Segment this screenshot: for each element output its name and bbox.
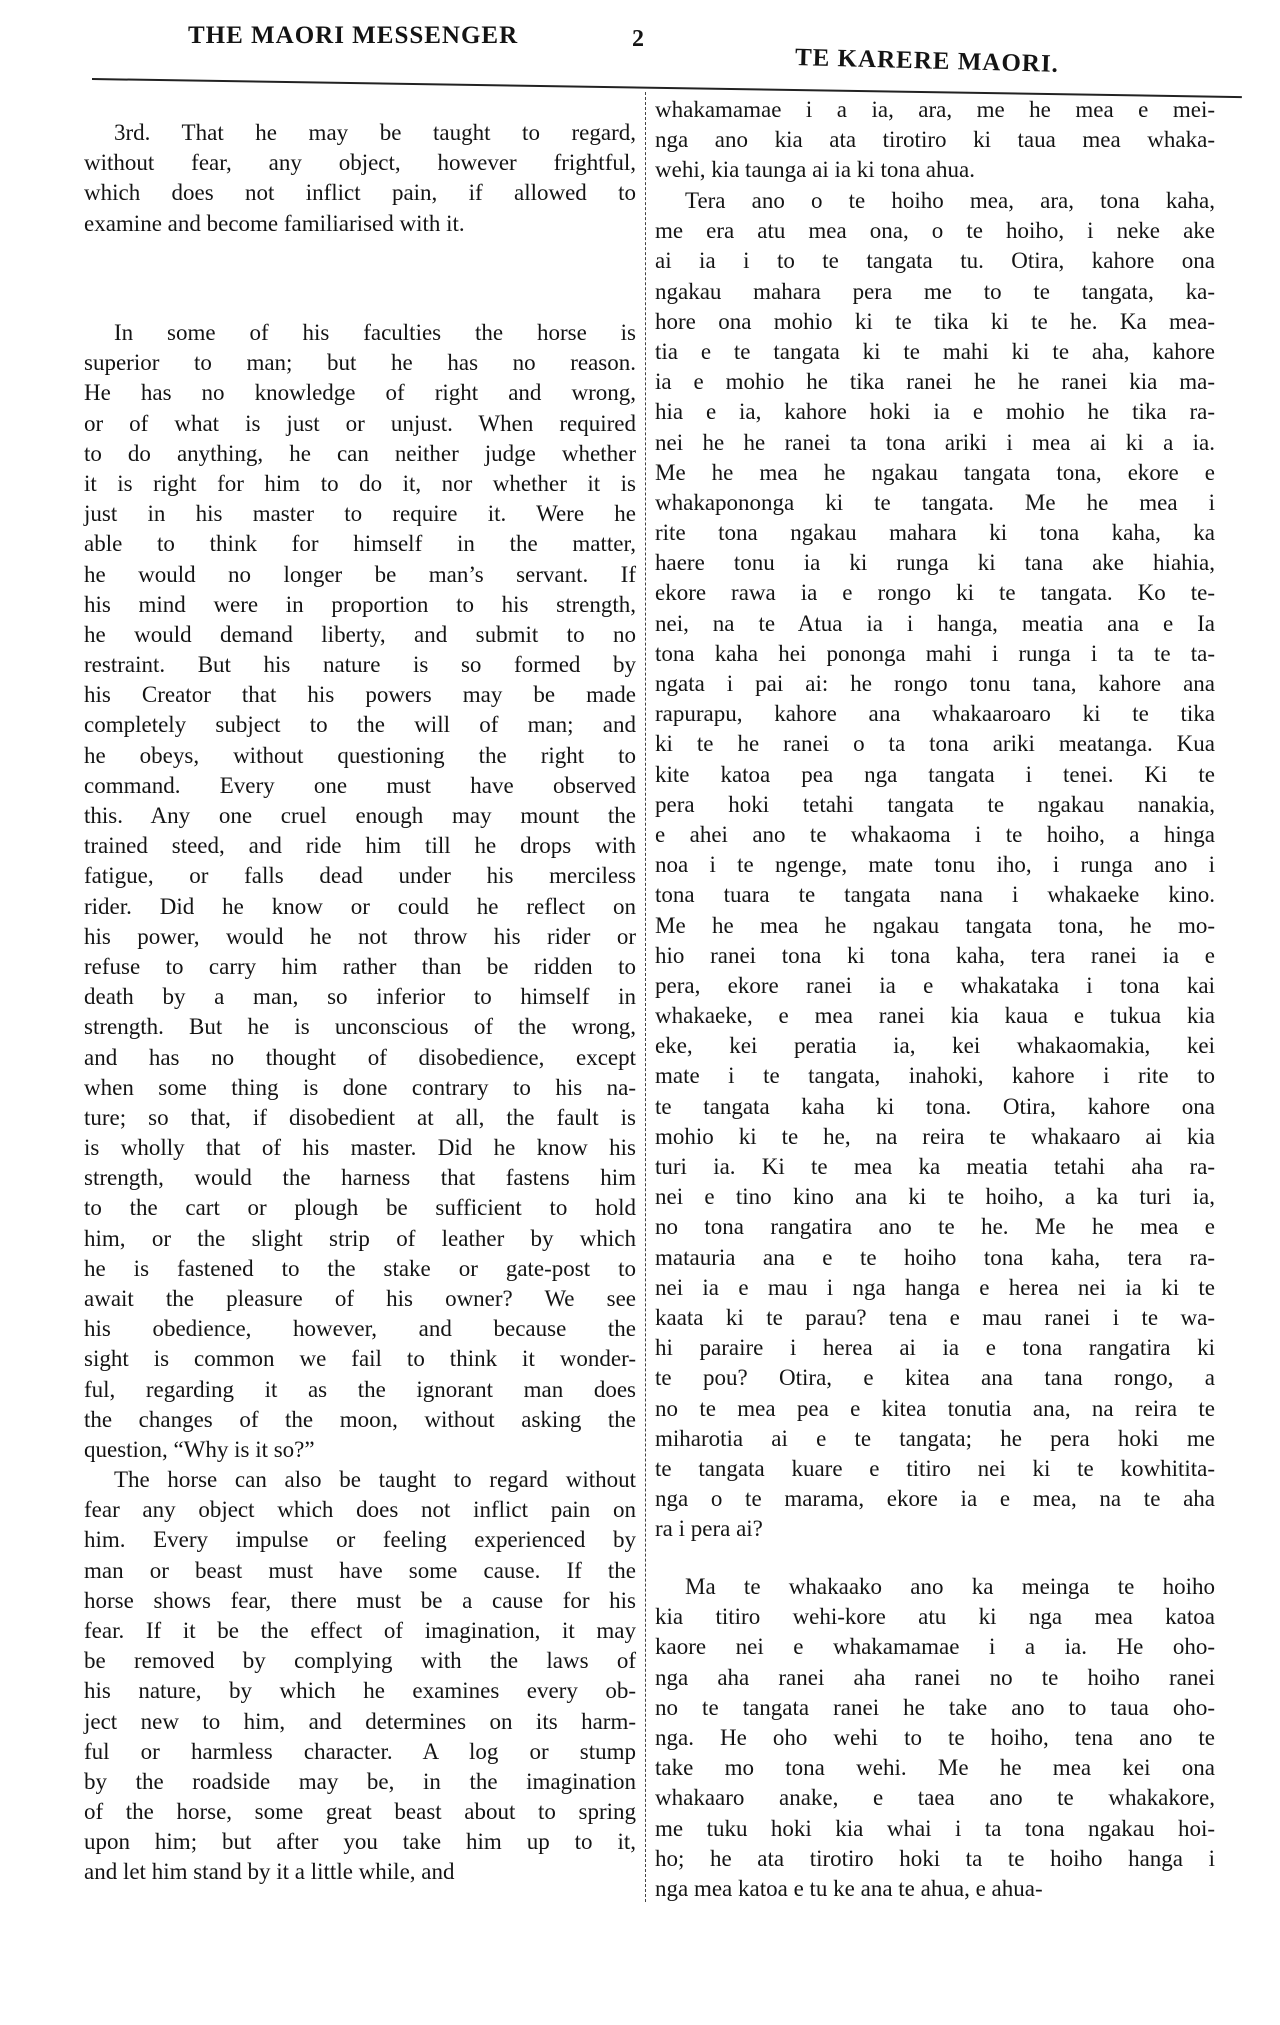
text-line: strength. But he is unconscious of the wrong, (84, 1014, 636, 1040)
text-line: and has no thought of disobedience, except (84, 1044, 636, 1070)
text-line: te pou? Otira, e kitea ana tana rongo, a (655, 1365, 1215, 1391)
text-line: ngakau mahara pera me to te tangata, ka- (655, 278, 1215, 304)
paragraph (84, 318, 636, 1465)
text-line: turi ia. Ki te mea ka meatia tetahi aha ra- (655, 1154, 1215, 1179)
text-line: pera, ekore ranei ia e whakataka i tona kai (655, 972, 1215, 998)
text-line: rapurapu, kahore ana whakaaroaro ki te tika (655, 701, 1215, 727)
text-line: te tangata kaha ki tona. Otira, kahore ona (655, 1093, 1215, 1119)
text-line: command. Every one must have observed (84, 772, 636, 798)
text-line: and let him stand by it a little while, and (84, 1859, 455, 1885)
text-line: ful, regarding it as the ignorant man does (84, 1376, 636, 1402)
text-line: kaore nei e whakamamae i a ia. He oho- (655, 1634, 1215, 1660)
text-line: horse shows fear, there must be a cause for his (84, 1587, 636, 1613)
text-line: ho; he ata tirotiro hoki ta te hoiho hanga i (655, 1845, 1215, 1871)
text-line: nga. He oho wehi to te hoiho, tena ano te (655, 1724, 1215, 1750)
text-line: which does not inflict pain, if allowed to (84, 180, 636, 206)
text-line: nei e tino kino ana ki te hoiho, a ka turi ia, (655, 1184, 1215, 1210)
text-line: whakamamae i a ia, ara, me he mea e mei- (655, 97, 1215, 122)
text-line: Tera ano o te hoiho mea, ara, tona kaha, (685, 188, 1215, 213)
text-line: ture; so that, if disobedient at all, the fault is (84, 1104, 636, 1130)
text-line: Me he mea he ngakau tangata tona, he mo- (655, 912, 1215, 938)
text-line: his obedience, however, and because the (84, 1316, 636, 1342)
text-line: he obeys, without questioning the right to (84, 742, 636, 768)
text-line: restraint. But his nature is so formed by (84, 652, 636, 678)
text-line: rider. Did he know or could he reflect on (84, 893, 636, 919)
text-line: ekore rawa ia e rongo ki te tangata. Ko te- (655, 580, 1215, 606)
text-line: mohio ki te he, na reira te whakaaro ai kia (655, 1123, 1215, 1149)
text-line: me tuku hoki kia whai i ta tona ngakau hoi- (655, 1815, 1215, 1841)
text-line: nei he he ranei ta tona ariki i mea ai ki a ia. (655, 429, 1215, 455)
text-line: e ahei ano te whakaoma i te hoiho, a hinga (655, 821, 1215, 847)
text-line: tona kaha hei pononga mahi i runga i ta te ta- (655, 640, 1215, 666)
text-line: whakapononga ki te tangata. Me he mea i (655, 489, 1215, 515)
text-line: him, or the slight strip of leather by which (84, 1225, 636, 1251)
text-line: nei, na te Atua ia i hanga, meatia ana e Ia (655, 610, 1215, 636)
text-line: whakaeke, e mea ranei kia kaua e tukua kia (655, 1003, 1215, 1029)
text-line: hore ona mohio ki te tika ki te he. Ka mea- (655, 308, 1215, 334)
text-line: ki te he ranei o ta tona ariki meatanga. Kua (655, 731, 1215, 757)
text-line: his power, would he not throw his rider or (84, 923, 636, 949)
text-line: man or beast must have some cause. If the (84, 1557, 636, 1583)
text-line: or of what is just or unjust. When required (84, 410, 636, 436)
text-line: hio ranei tona ki tona kaha, tera ranei ia e (655, 942, 1215, 968)
text-line: The horse can also be taught to regard without (114, 1467, 636, 1492)
text-line: fear. If it be the effect of imagination, it may (84, 1617, 636, 1643)
text-line: take mo tona wehi. Me he mea kei ona (655, 1755, 1215, 1781)
text-line: miharotia ai e te tangata; he pera hoki me (655, 1425, 1215, 1451)
paragraph (84, 118, 636, 239)
text-line: is wholly that of his master. Did he know his (84, 1135, 636, 1161)
text-line: question, “Why is it so?” (84, 1436, 315, 1462)
text-line: ra i pera ai? (655, 1516, 763, 1542)
text-line: death by a man, so inferior to himself in (84, 984, 636, 1010)
text-line: the changes of the moon, without asking the (84, 1406, 636, 1432)
text-line: hia e ia, kahore hoki ia e mohio he tika ra- (655, 399, 1215, 425)
text-line: trained steed, and ride him till he drops with (84, 833, 636, 859)
text-line: 3rd. That he may be taught to regard, (114, 120, 636, 145)
text-line: me era atu mea ona, o te hoiho, i neke ake (655, 218, 1215, 244)
text-line: ia e mohio he tika ranei he he ranei kia ma- (655, 369, 1215, 395)
text-line: he would demand liberty, and submit to no (84, 621, 636, 647)
text-line: hi paraire i herea ai ia e tona rangatira ki (655, 1335, 1215, 1361)
text-line: rite tona ngakau mahara ki tona kaha, ka (655, 520, 1215, 546)
text-line: to the cart or plough be sufficient to hold (84, 1195, 636, 1221)
text-line: him. Every impulse or feeling experienced by (84, 1527, 636, 1553)
text-line: haere tonu ia ki runga ki tana ake hiahia, (655, 550, 1215, 576)
text-line: kia titiro wehi-kore atu ki nga mea katoa (655, 1604, 1215, 1630)
text-line: He has no knowledge of right and wrong, (84, 380, 636, 406)
text-line: refuse to carry him rather than be ridden to (84, 953, 636, 979)
text-line: tia e te tangata ki te mahi ki te aha, kahore (655, 338, 1215, 364)
page-number: 2 (632, 26, 645, 52)
text-line: noa i te ngenge, mate tonu iho, i runga ano i (655, 852, 1215, 878)
text-line: wehi, kia taunga ai ia ki tona ahua. (655, 157, 975, 183)
text-line: by the roadside may be, in the imagination (84, 1768, 636, 1794)
text-line: nga ano kia ata tirotiro ki taua mea whaka- (655, 127, 1215, 153)
text-line: no te tangata ranei he take ano to taua oho- (655, 1694, 1215, 1720)
text-line: sight is common we fail to think it wonder- (84, 1346, 636, 1372)
text-line: it is right for him to do it, nor whether it is (84, 470, 636, 496)
paragraph (655, 95, 1215, 186)
text-line: mate i te tangata, inahoki, kahore i rite to (655, 1063, 1215, 1089)
text-line: nei ia e mau i nga hanga e herea nei ia ki te (655, 1274, 1215, 1300)
text-line: he would no longer be man’s servant. If (84, 561, 636, 587)
text-line: his Creator that his powers may be made (84, 682, 636, 708)
text-line: whakaaro anake, e taea ano te whakakore, (655, 1785, 1215, 1811)
text-line: Me he mea he ngakau tangata tona, ekore e (655, 459, 1215, 485)
text-line: nga o te marama, ekore ia e mea, na te aha (655, 1486, 1215, 1512)
text-line: ful or harmless character. A log or stump (84, 1738, 636, 1764)
text-line: strength, would the harness that fastens him (84, 1165, 636, 1191)
text-line: when some thing is done contrary to his na- (84, 1074, 636, 1100)
text-line: to do anything, he can neither judge whether (84, 440, 636, 466)
paragraph (655, 186, 1215, 1544)
text-line: examine and become familiarised with it. (84, 210, 465, 236)
text-line: no te mea pea e kitea tonutia ana, na reira te (655, 1395, 1215, 1421)
text-line: ject new to him, and determines on its harm- (84, 1708, 636, 1734)
text-line: of the horse, some great beast about to spring (84, 1799, 636, 1825)
column-divider (645, 92, 646, 1902)
text-line: superior to man; but he has no reason. (84, 350, 636, 376)
text-line: In some of his faculties the horse is (114, 320, 636, 345)
masthead-maori-title: TE KARERE MAORI. (794, 44, 1060, 78)
text-line: await the pleasure of his owner? We see (84, 1286, 636, 1311)
text-line: ai ia i to te tangata tu. Otira, kahore ona (655, 248, 1215, 274)
text-line: fatigue, or falls dead under his merciless (84, 863, 636, 889)
text-line: eke, kei peratia ia, kei whakaomakia, kei (655, 1033, 1215, 1059)
text-line: kaata ki te parau? tena e mau ranei i te wa- (655, 1304, 1215, 1330)
text-line: no tona rangatira ano te he. Me he mea e (655, 1214, 1215, 1240)
text-line: able to think for himself in the matter, (84, 531, 636, 557)
masthead-english-title: THE MAORI MESSENGER (188, 22, 519, 49)
text-line: Ma te whakaako ano ka meinga te hoiho (685, 1574, 1215, 1599)
text-line: kite katoa pea nga tangata i tenei. Ki te (655, 761, 1215, 787)
text-line: this. Any one cruel enough may mount the (84, 803, 636, 828)
text-line: completely subject to the will of man; and (84, 712, 636, 738)
text-line: tona tuara te tangata nana i whakaeke kino. (655, 882, 1215, 908)
text-line: te tangata kuare e titiro nei ki te kowhitita- (655, 1455, 1215, 1481)
text-line: matauria ana e te hoiho tona kaha, tera ra- (655, 1244, 1215, 1270)
text-line: nga mea katoa e tu ke ana te ahua, e ahua- (655, 1875, 1043, 1901)
paragraph (84, 1465, 636, 1888)
text-line: his mind were in proportion to his strength, (84, 591, 636, 617)
text-line: be removed by complying with the laws of (84, 1648, 636, 1674)
text-line: upon him; but after you take him up to it, (84, 1829, 636, 1855)
text-line: ngata i pai ai: he rongo tonu tana, kahore ana (655, 671, 1215, 696)
text-line: nga aha ranei aha ranei no te hoiho ranei (655, 1664, 1215, 1690)
text-line: just in his master to require it. Were he (84, 501, 636, 527)
text-line: pera hoki tetahi tangata te ngakau nanakia, (655, 791, 1215, 817)
text-line: without fear, any object, however frightful, (84, 150, 636, 176)
text-line: his nature, by which he examines every ob- (84, 1678, 636, 1704)
paragraph (655, 1572, 1215, 1904)
text-line: fear any object which does not inflict pain on (84, 1497, 636, 1523)
text-line: he is fastened to the stake or gate-post to (84, 1255, 636, 1281)
